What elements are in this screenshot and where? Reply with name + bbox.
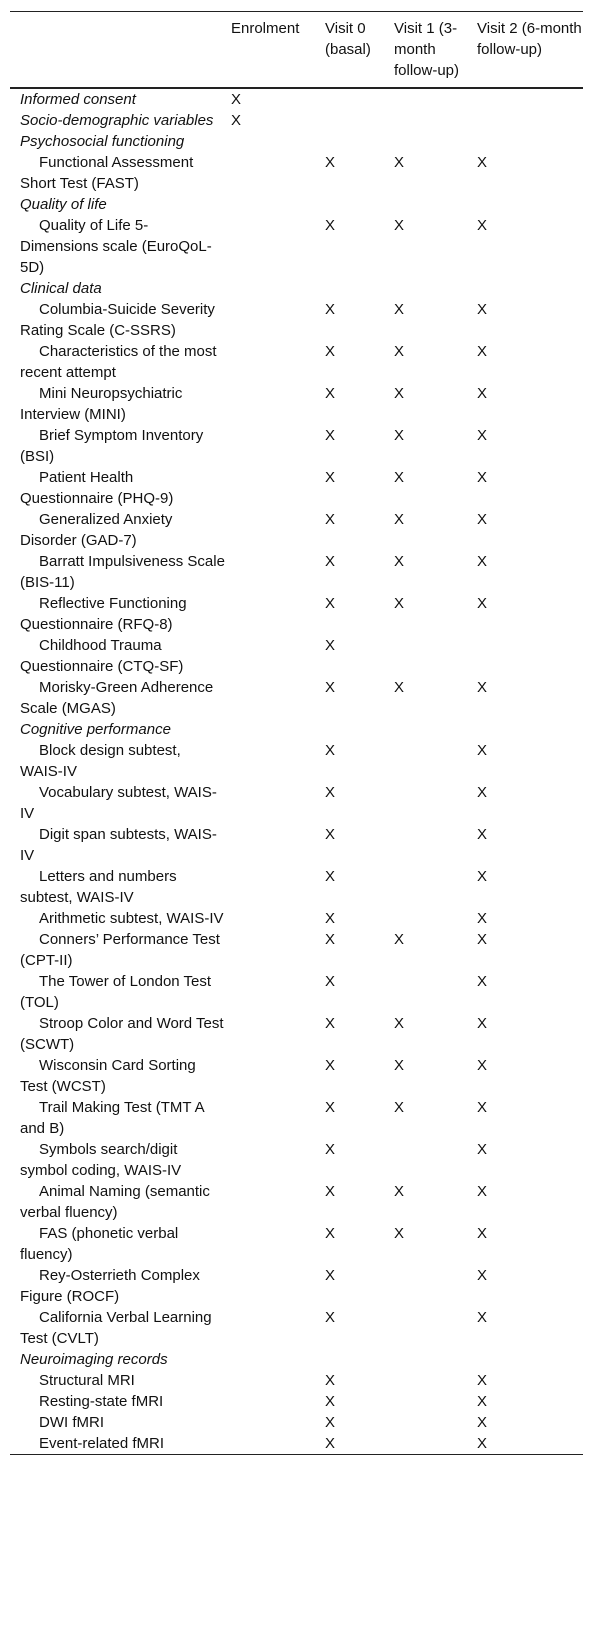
visit-2-mark: X xyxy=(477,1393,488,1410)
visit-1-mark: X xyxy=(394,595,405,612)
row-label xyxy=(10,383,231,425)
row-label xyxy=(10,467,231,509)
table-row xyxy=(10,677,583,719)
table-row xyxy=(10,152,583,194)
row-label-text: Stroop Color and Word Test (SCWT) xyxy=(20,1015,224,1053)
visit-0-mark: X xyxy=(325,1141,336,1158)
section-label xyxy=(10,88,231,110)
enrolment-mark xyxy=(231,593,325,635)
enrolment-mark xyxy=(231,383,325,425)
table-row xyxy=(10,740,583,782)
table-body xyxy=(10,88,583,1455)
enrolment-mark xyxy=(231,908,325,929)
visit-1-mark: X xyxy=(394,931,405,948)
row-label-text: Characteristics of the most recent attempt xyxy=(20,343,217,381)
visit-2-mark: X xyxy=(477,1225,488,1242)
row-label-text: Quality of Life 5-Dimensions scale (EuroQoL-5D) xyxy=(20,217,212,276)
row-label xyxy=(10,1013,231,1055)
row-label-text: California Verbal Learning Test (CVLT) xyxy=(20,1309,212,1347)
section-label xyxy=(10,131,231,152)
enrolment-mark xyxy=(231,677,325,719)
visit-0-mark xyxy=(325,194,394,215)
table-row xyxy=(10,1307,583,1349)
visit-0-mark: X xyxy=(325,511,336,528)
visit-0-mark: X xyxy=(325,1183,336,1200)
visit-1-mark xyxy=(394,110,477,131)
enrolment-mark xyxy=(231,866,325,908)
visit-0-mark: X xyxy=(325,784,336,801)
visit-0-mark: X xyxy=(325,301,336,318)
visit-0-mark: X xyxy=(325,1372,336,1389)
visit-2-mark: X xyxy=(477,784,488,801)
table-row xyxy=(10,215,583,278)
row-label-text: Morisky-Green Adherence Scale (MGAS) xyxy=(20,679,214,717)
visit-2-mark: X xyxy=(477,469,488,486)
visit-1-mark xyxy=(394,908,477,929)
row-label-text: Clinical data xyxy=(20,280,102,297)
enrolment-mark xyxy=(231,1139,325,1181)
enrolment-mark xyxy=(231,341,325,383)
enrolment-mark xyxy=(231,278,325,299)
visit-0-mark: X xyxy=(325,1393,336,1410)
enrolment-mark xyxy=(231,635,325,677)
enrolment-mark xyxy=(231,719,325,740)
enrolment-mark xyxy=(231,1265,325,1307)
table-row xyxy=(10,1097,583,1139)
row-label xyxy=(10,509,231,551)
row-label xyxy=(10,1097,231,1139)
table-row xyxy=(10,1181,583,1223)
visit-1-mark: X xyxy=(394,217,405,234)
table-row xyxy=(10,1055,583,1097)
row-label xyxy=(10,341,231,383)
table-row xyxy=(10,509,583,551)
visit-2-mark xyxy=(477,635,583,677)
visit-1-mark: X xyxy=(394,1225,405,1242)
row-label-text: Vocabulary subtest, WAIS-IV xyxy=(20,784,217,822)
enrolment-mark xyxy=(231,740,325,782)
row-label xyxy=(10,425,231,467)
section-label xyxy=(10,110,231,131)
enrolment-mark: X xyxy=(231,112,242,129)
row-label xyxy=(10,152,231,194)
visit-2-mark: X xyxy=(477,1372,488,1389)
visit-2-mark: X xyxy=(477,1141,488,1158)
enrolment-mark xyxy=(231,1412,325,1433)
visit-0-mark: X xyxy=(325,1267,336,1284)
row-label xyxy=(10,1433,231,1455)
visit-1-mark: X xyxy=(394,301,405,318)
enrolment-mark xyxy=(231,1223,325,1265)
visit-2-mark: X xyxy=(477,1309,488,1326)
visit-1-mark xyxy=(394,1433,477,1455)
visit-2-mark: X xyxy=(477,154,488,171)
visit-2-mark: X xyxy=(477,1435,488,1452)
row-label-text: Letters and numbers subtest, WAIS-IV xyxy=(20,868,177,906)
visit-0-mark: X xyxy=(325,931,336,948)
table-row xyxy=(10,467,583,509)
visit-1-mark xyxy=(394,194,477,215)
visit-1-mark xyxy=(394,278,477,299)
visit-2-mark xyxy=(477,278,583,299)
row-label-text: Arithmetic subtest, WAIS-IV xyxy=(39,910,224,927)
visit-2-mark: X xyxy=(477,427,488,444)
header-blank xyxy=(10,12,231,89)
visit-1-mark: X xyxy=(394,154,405,171)
visit-0-mark: X xyxy=(325,637,336,654)
enrolment-mark xyxy=(231,299,325,341)
table-row xyxy=(10,866,583,908)
visit-0-mark: X xyxy=(325,217,336,234)
visit-0-mark: X xyxy=(325,826,336,843)
visit-0-mark xyxy=(325,719,394,740)
visit-0-mark xyxy=(325,110,394,131)
row-label xyxy=(10,677,231,719)
table-row xyxy=(10,635,583,677)
row-label xyxy=(10,593,231,635)
enrolment-mark: X xyxy=(231,91,242,108)
table-row xyxy=(10,1412,583,1433)
table-row xyxy=(10,824,583,866)
header-visit-1: Visit 1 (3-month follow-up) xyxy=(394,20,460,79)
visit-1-mark xyxy=(394,635,477,677)
enrolment-mark xyxy=(231,782,325,824)
visit-2-mark: X xyxy=(477,553,488,570)
row-label-text: Informed consent xyxy=(20,91,136,108)
visit-1-mark: X xyxy=(394,553,405,570)
enrolment-mark xyxy=(231,1370,325,1391)
visit-0-mark: X xyxy=(325,427,336,444)
visit-1-mark: X xyxy=(394,1183,405,1200)
row-label xyxy=(10,1391,231,1412)
enrolment-mark xyxy=(231,467,325,509)
visit-0-mark: X xyxy=(325,385,336,402)
row-label-text: Conners’ Performance Test (CPT-II) xyxy=(20,931,220,969)
visit-2-mark: X xyxy=(477,595,488,612)
section-row xyxy=(10,278,583,299)
visit-2-mark xyxy=(477,110,583,131)
visit-0-mark: X xyxy=(325,973,336,990)
visit-1-mark xyxy=(394,131,477,152)
row-label xyxy=(10,824,231,866)
visit-2-mark: X xyxy=(477,910,488,927)
table-row xyxy=(10,782,583,824)
row-label-text: Brief Symptom Inventory (BSI) xyxy=(20,427,204,465)
row-label-text: Mini Neuropsychiatric Interview (MINI) xyxy=(20,385,183,423)
row-label-text: Socio-demographic variables xyxy=(20,112,214,129)
enrolment-mark xyxy=(231,152,325,194)
table-row xyxy=(10,908,583,929)
section-row xyxy=(10,88,583,110)
row-label xyxy=(10,1139,231,1181)
row-label xyxy=(10,866,231,908)
visit-1-mark xyxy=(394,1412,477,1433)
visit-1-mark: X xyxy=(394,385,405,402)
row-label-text: Quality of life xyxy=(20,196,107,213)
table-row xyxy=(10,1139,583,1181)
table-row xyxy=(10,425,583,467)
row-label xyxy=(10,1412,231,1433)
header-enrolment: Enrolment xyxy=(231,20,300,37)
visit-1-mark xyxy=(394,971,477,1013)
visit-0-mark: X xyxy=(325,1435,336,1452)
row-label xyxy=(10,299,231,341)
enrolment-mark xyxy=(231,1349,325,1370)
header-visit-2: Visit 2 (6-month follow-up) xyxy=(477,20,582,58)
enrolment-mark xyxy=(231,425,325,467)
visit-0-mark: X xyxy=(325,1225,336,1242)
visit-2-mark: X xyxy=(477,931,488,948)
table-row xyxy=(10,1391,583,1412)
table-row xyxy=(10,1223,583,1265)
visit-2-mark xyxy=(477,719,583,740)
row-label-text: Columbia-Suicide Severity Rating Scale (C-SSRS) xyxy=(20,301,215,339)
row-label xyxy=(10,929,231,971)
row-label xyxy=(10,971,231,1013)
visit-2-mark: X xyxy=(477,301,488,318)
visit-2-mark: X xyxy=(477,868,488,885)
section-row xyxy=(10,1349,583,1370)
visit-0-mark xyxy=(325,88,394,110)
visit-0-mark: X xyxy=(325,1015,336,1032)
visit-0-mark: X xyxy=(325,469,336,486)
row-label xyxy=(10,635,231,677)
row-label-text: The Tower of London Test (TOL) xyxy=(20,973,212,1011)
row-label-text: Generalized Anxiety Disorder (GAD-7) xyxy=(20,511,173,549)
visit-1-mark: X xyxy=(394,343,405,360)
visit-1-mark xyxy=(394,1307,477,1349)
enrolment-mark xyxy=(231,551,325,593)
visit-2-mark xyxy=(477,88,583,110)
row-label-text: Patient Health Questionnaire (PHQ-9) xyxy=(20,469,174,507)
visit-1-mark xyxy=(394,1265,477,1307)
row-label-text: Neuroimaging records xyxy=(20,1351,168,1368)
enrolment-mark xyxy=(231,1181,325,1223)
visit-1-mark xyxy=(394,866,477,908)
row-label xyxy=(10,1265,231,1307)
visit-2-mark: X xyxy=(477,1267,488,1284)
section-label xyxy=(10,1349,231,1370)
enrolment-mark xyxy=(231,1055,325,1097)
visit-0-mark xyxy=(325,1349,394,1370)
visit-2-mark xyxy=(477,131,583,152)
visit-0-mark: X xyxy=(325,595,336,612)
row-label-text: DWI fMRI xyxy=(39,1414,104,1431)
table-row xyxy=(10,1433,583,1455)
visit-1-mark xyxy=(394,1139,477,1181)
enrolment-mark xyxy=(231,971,325,1013)
row-label-text: Trail Making Test (TMT A and B) xyxy=(20,1099,204,1137)
table-row xyxy=(10,971,583,1013)
visit-1-mark: X xyxy=(394,469,405,486)
row-label-text: Wisconsin Card Sorting Test (WCST) xyxy=(20,1057,196,1095)
visit-0-mark: X xyxy=(325,868,336,885)
visit-1-mark: X xyxy=(394,511,405,528)
visit-1-mark: X xyxy=(394,427,405,444)
visit-2-mark: X xyxy=(477,826,488,843)
row-label-text: Animal Naming (semantic verbal fluency) xyxy=(20,1183,210,1221)
row-label xyxy=(10,1370,231,1391)
visit-2-mark: X xyxy=(477,1183,488,1200)
row-label xyxy=(10,740,231,782)
section-label xyxy=(10,278,231,299)
visit-1-mark: X xyxy=(394,679,405,696)
row-label-text: Barratt Impulsiveness Scale (BIS-11) xyxy=(20,553,225,591)
row-label xyxy=(10,215,231,278)
visit-0-mark xyxy=(325,131,394,152)
visit-2-mark: X xyxy=(477,217,488,234)
row-label xyxy=(10,1181,231,1223)
row-label-text: Digit span subtests, WAIS-IV xyxy=(20,826,217,864)
table-row xyxy=(10,551,583,593)
visit-0-mark: X xyxy=(325,742,336,759)
row-label xyxy=(10,1307,231,1349)
row-label-text: Psychosocial functioning xyxy=(20,133,185,150)
table-row xyxy=(10,929,583,971)
enrolment-mark xyxy=(231,194,325,215)
visit-2-mark: X xyxy=(477,742,488,759)
visit-0-mark: X xyxy=(325,553,336,570)
visit-0-mark: X xyxy=(325,1414,336,1431)
row-label-text: Block design subtest, WAIS-IV xyxy=(20,742,181,780)
visit-2-mark: X xyxy=(477,385,488,402)
row-label xyxy=(10,1055,231,1097)
section-row xyxy=(10,194,583,215)
section-row xyxy=(10,719,583,740)
visit-1-mark: X xyxy=(394,1015,405,1032)
visit-2-mark: X xyxy=(477,1099,488,1116)
visit-2-mark: X xyxy=(477,1015,488,1032)
visit-0-mark: X xyxy=(325,1099,336,1116)
visit-2-mark: X xyxy=(477,973,488,990)
visit-2-mark: X xyxy=(477,343,488,360)
table-row xyxy=(10,1265,583,1307)
enrolment-mark xyxy=(231,1307,325,1349)
table-row xyxy=(10,1013,583,1055)
header-visit-0: Visit 0 (basal) xyxy=(325,20,371,58)
visit-2-mark xyxy=(477,194,583,215)
header-row xyxy=(10,12,583,89)
row-label-text: Resting-state fMRI xyxy=(39,1393,164,1410)
enrolment-mark xyxy=(231,1391,325,1412)
row-label-text: Functional Assessment Short Test (FAST) xyxy=(20,154,194,192)
enrolment-mark xyxy=(231,824,325,866)
row-label-text: Rey-Osterrieth Complex Figure (ROCF) xyxy=(20,1267,200,1305)
visit-1-mark xyxy=(394,740,477,782)
visit-0-mark: X xyxy=(325,1309,336,1326)
visit-1-mark: X xyxy=(394,1099,405,1116)
section-label xyxy=(10,194,231,215)
row-label-text: FAS (phonetic verbal fluency) xyxy=(20,1225,179,1263)
row-label xyxy=(10,782,231,824)
visit-1-mark xyxy=(394,1391,477,1412)
table-row xyxy=(10,341,583,383)
row-label xyxy=(10,908,231,929)
table-row xyxy=(10,1370,583,1391)
visit-2-mark: X xyxy=(477,511,488,528)
visit-2-mark: X xyxy=(477,1414,488,1431)
enrolment-mark xyxy=(231,131,325,152)
visit-0-mark: X xyxy=(325,154,336,171)
section-label xyxy=(10,719,231,740)
visit-1-mark xyxy=(394,824,477,866)
row-label-text: Event-related fMRI xyxy=(39,1435,165,1452)
visit-1-mark xyxy=(394,719,477,740)
enrolment-mark xyxy=(231,509,325,551)
visit-1-mark xyxy=(394,1370,477,1391)
schedule-table xyxy=(10,11,583,1455)
row-label-text: Symbols search/digit symbol coding, WAIS-IV xyxy=(20,1141,182,1179)
visit-0-mark: X xyxy=(325,343,336,360)
section-row xyxy=(10,131,583,152)
row-label-text: Structural MRI xyxy=(39,1372,135,1389)
visit-0-mark xyxy=(325,278,394,299)
visit-1-mark xyxy=(394,1349,477,1370)
table-row xyxy=(10,593,583,635)
visit-1-mark: X xyxy=(394,1057,405,1074)
visit-2-mark: X xyxy=(477,679,488,696)
visit-0-mark: X xyxy=(325,1057,336,1074)
visit-2-mark: X xyxy=(477,1057,488,1074)
row-label-text: Reflective Functioning Questionnaire (RFQ-8) xyxy=(20,595,187,633)
visit-0-mark: X xyxy=(325,910,336,927)
enrolment-mark xyxy=(231,929,325,971)
table-row xyxy=(10,383,583,425)
row-label xyxy=(10,551,231,593)
section-row xyxy=(10,110,583,131)
enrolment-mark xyxy=(231,1097,325,1139)
visit-2-mark xyxy=(477,1349,583,1370)
visit-1-mark xyxy=(394,88,477,110)
enrolment-mark xyxy=(231,1433,325,1455)
table-row xyxy=(10,299,583,341)
row-label-text: Childhood Trauma Questionnaire (CTQ-SF) xyxy=(20,637,184,675)
visit-1-mark xyxy=(394,782,477,824)
row-label xyxy=(10,1223,231,1265)
enrolment-mark xyxy=(231,1013,325,1055)
enrolment-mark xyxy=(231,215,325,278)
row-label-text: Cognitive performance xyxy=(20,721,171,738)
table-header xyxy=(10,12,583,89)
visit-0-mark: X xyxy=(325,679,336,696)
